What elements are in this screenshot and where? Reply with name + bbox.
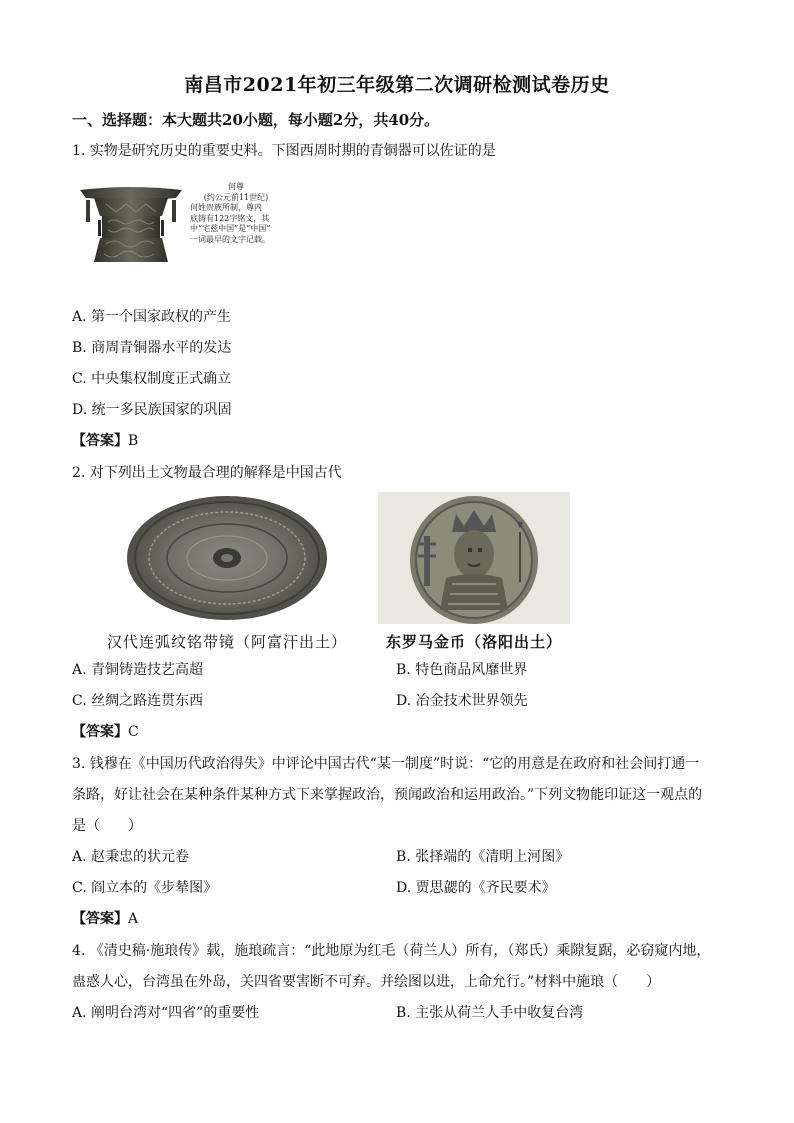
q3-option-c: C. 阎立本的《步辇图》 (72, 880, 218, 896)
q1-option-c: C. 中央集权制度正式确立 (72, 371, 232, 387)
q3-option-d: D. 贾思勰的《齐民要术》 (396, 880, 556, 896)
q2-mirror-figure (96, 492, 358, 652)
coin-caption: 东罗马金币（洛阳出土） (385, 633, 562, 651)
vessel-caption: 何尊 (约公元前11世纪) 何姓贵族所制，尊内 底铸有122字铭文，其 中“宅兹中国”是“中国” 一词最早的文字记载。 (190, 182, 271, 244)
q1-option-d: D. 统一多民族国家的巩固 (72, 402, 232, 418)
q1-answer: 【答案】B (72, 433, 139, 449)
q3-option-a: A. 赵秉忠的状元卷 (72, 849, 190, 865)
q3-option-b: B. 张择端的《清明上河图》 (396, 849, 570, 865)
q2-option-d: D. 冶金技术世界领先 (396, 693, 528, 709)
q1-stem: 1. 实物是研究历史的重要史料。下图西周时期的青铜器可以佐证的是 (72, 143, 496, 159)
q1-option-a: A. 第一个国家政权的产生 (72, 309, 232, 325)
q4-stem-line2: 蛊惑人心，台湾虽在外岛，关四省要害断不可弃。并绘图以进，上命允行。”材料中施琅（ ） (72, 974, 661, 990)
q2-option-a: A. 青铜铸造技艺高超 (72, 662, 204, 678)
q4-option-a: A. 阐明台湾对“四省”的重要性 (72, 1005, 260, 1021)
bronze-mirror-image (96, 492, 358, 624)
q3-stem-line1: 3. 钱穆在《中国历代政治得失》中评论中国古代“某一制度”时说：“它的用意是在政府和社会间打通一 (72, 756, 700, 772)
gold-coin-image (378, 492, 570, 624)
mirror-caption: 汉代连弧纹铭带镜（阿富汗出土） (106, 633, 347, 651)
q3-answer: 【答案】A (72, 911, 139, 927)
q2-coin-figure (378, 492, 570, 652)
q1-option-b: B. 商周青铜器水平的发达 (72, 340, 232, 356)
q2-option-c: C. 丝绸之路连贯东西 (72, 693, 204, 709)
q2-answer: 【答案】C (72, 724, 139, 740)
q2-stem: 2. 对下列出土文物最合理的解释是中国古代 (72, 465, 342, 481)
bronze-vessel-image (76, 182, 186, 268)
q4-option-b: B. 主张从荷兰人手中收复台湾 (396, 1005, 584, 1021)
q2-option-b: B. 特色商品风靡世界 (396, 662, 528, 678)
page-title: 南昌市2021年初三年级第二次调研检测试卷历史 (184, 74, 610, 96)
section-heading: 一、选择题：本大题共20小题，每小题2分，共40分。 (72, 111, 440, 129)
q3-stem-line2: 条路，好让社会在某种条件某种方式下来掌握政治，预闻政治和运用政治。”下列文物能印证这一观点的 (72, 787, 703, 803)
q4-stem-line1: 4. 《清史稿·施琅传》载，施琅疏言：“此地原为红毛（荷兰人）所有，（郑氏）乘隙复踞，必窃窥内地， (72, 943, 711, 959)
q1-figure (76, 182, 276, 268)
q3-stem-line3: 是（ ） (72, 818, 142, 834)
